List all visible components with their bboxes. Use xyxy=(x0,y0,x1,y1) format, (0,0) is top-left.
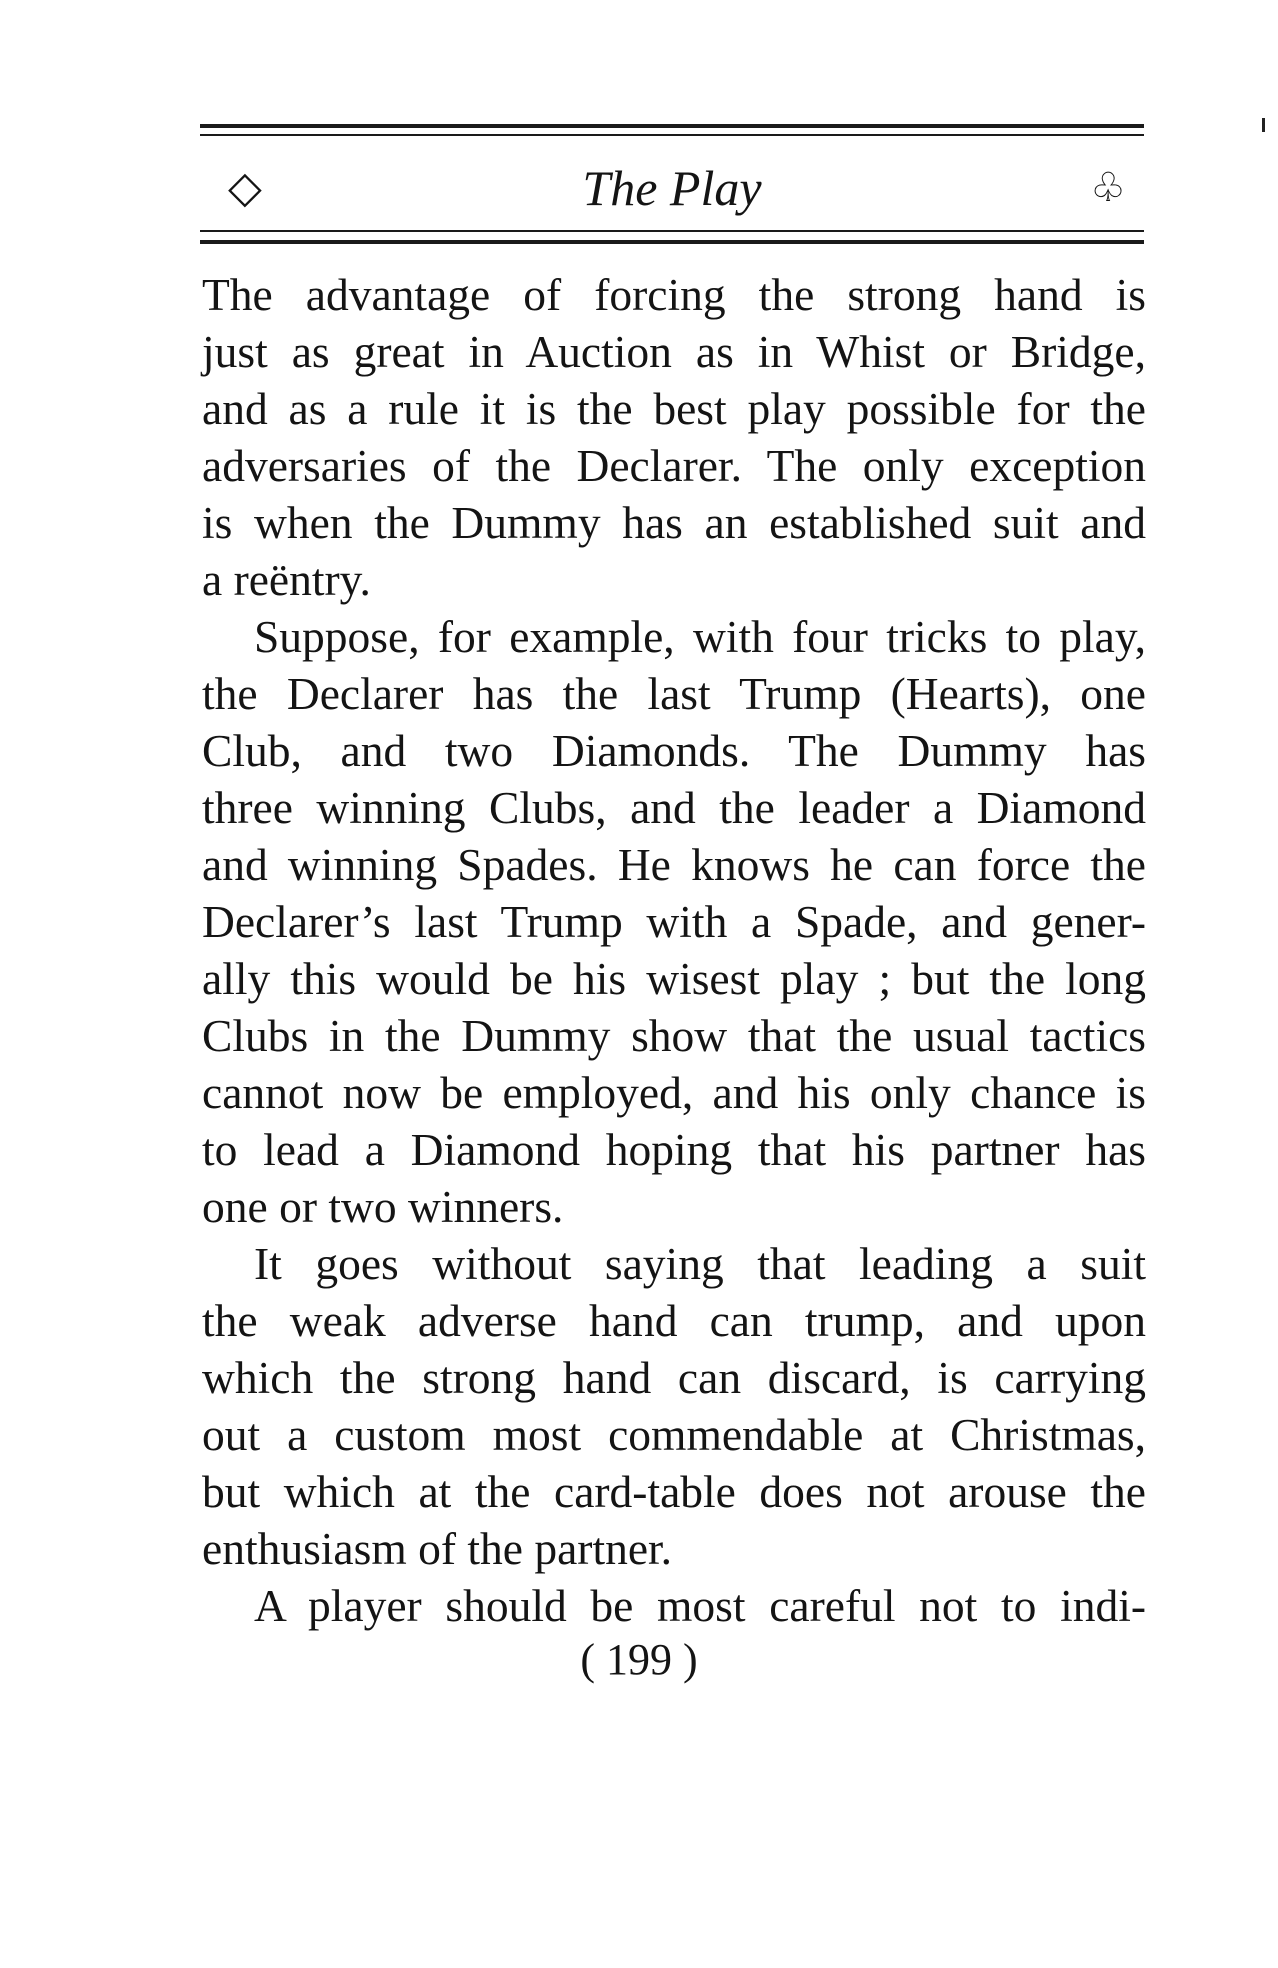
page-number: ( 199 ) xyxy=(580,1635,698,1684)
text-line: is when the Dummy has an established suit and xyxy=(202,497,1146,548)
text-line: Suppose, for example, with four tricks to play, xyxy=(254,611,1146,662)
text-line: a reëntry. xyxy=(202,554,371,605)
text-line: Club, and two Diamonds. The Dummy has xyxy=(202,725,1146,776)
text-line: The advantage of forcing the strong hand is xyxy=(202,269,1146,320)
text-line: but which at the card-table does not arouse the xyxy=(202,1466,1146,1517)
diamond-icon: ◇ xyxy=(228,163,262,212)
header-rule-top-thin xyxy=(200,134,1144,136)
paragraph-1 xyxy=(202,266,1146,608)
text-line: cannot now be employed, and his only chance is xyxy=(202,1067,1146,1118)
text-line: enthusiasm of the partner. xyxy=(202,1523,673,1574)
text-line: the Declarer has the last Trump (Hearts), one xyxy=(202,668,1146,719)
header-rule-top-thick xyxy=(200,124,1144,128)
text-line: to lead a Diamond hoping that his partner has xyxy=(202,1124,1146,1175)
text-line: ally this would be his wisest play ; but the long xyxy=(202,953,1146,1004)
body-text xyxy=(202,266,1146,1634)
text-line: A player should be most careful not to indi- xyxy=(254,1580,1146,1631)
club-icon: ♧ xyxy=(1090,165,1126,210)
header-rule-bottom-thick xyxy=(200,240,1144,244)
running-head xyxy=(200,150,1144,228)
text-line: Clubs in the Dummy show that the usual tactics xyxy=(202,1010,1146,1061)
stray-mark xyxy=(1262,118,1265,132)
text-line: adversaries of the Declarer. The only exception xyxy=(202,440,1146,491)
text-line: one or two winners. xyxy=(202,1181,564,1232)
paragraph-4 xyxy=(202,1577,1146,1634)
header-rule-bottom-thin xyxy=(200,230,1144,232)
text-line: which the strong hand can discard, is carrying xyxy=(202,1352,1146,1403)
text-line: the weak adverse hand can trump, and upon xyxy=(202,1295,1146,1346)
running-head-title: The Play xyxy=(582,160,762,216)
paragraph-2 xyxy=(202,608,1146,1235)
text-line: and as a rule it is the best play possible for the xyxy=(202,383,1146,434)
text-line: three winning Clubs, and the leader a Diamond xyxy=(202,782,1146,833)
paragraph-3 xyxy=(202,1235,1146,1577)
text-line: out a custom most commendable at Christmas, xyxy=(202,1409,1146,1460)
text-line: just as great in Auction as in Whist or Bridge, xyxy=(202,326,1146,377)
text-line: It goes without saying that leading a suit xyxy=(254,1238,1146,1289)
text-line: Declarer’s last Trump with a Spade, and gener- xyxy=(202,896,1146,947)
text-line: and winning Spades. He knows he can force the xyxy=(202,839,1146,890)
